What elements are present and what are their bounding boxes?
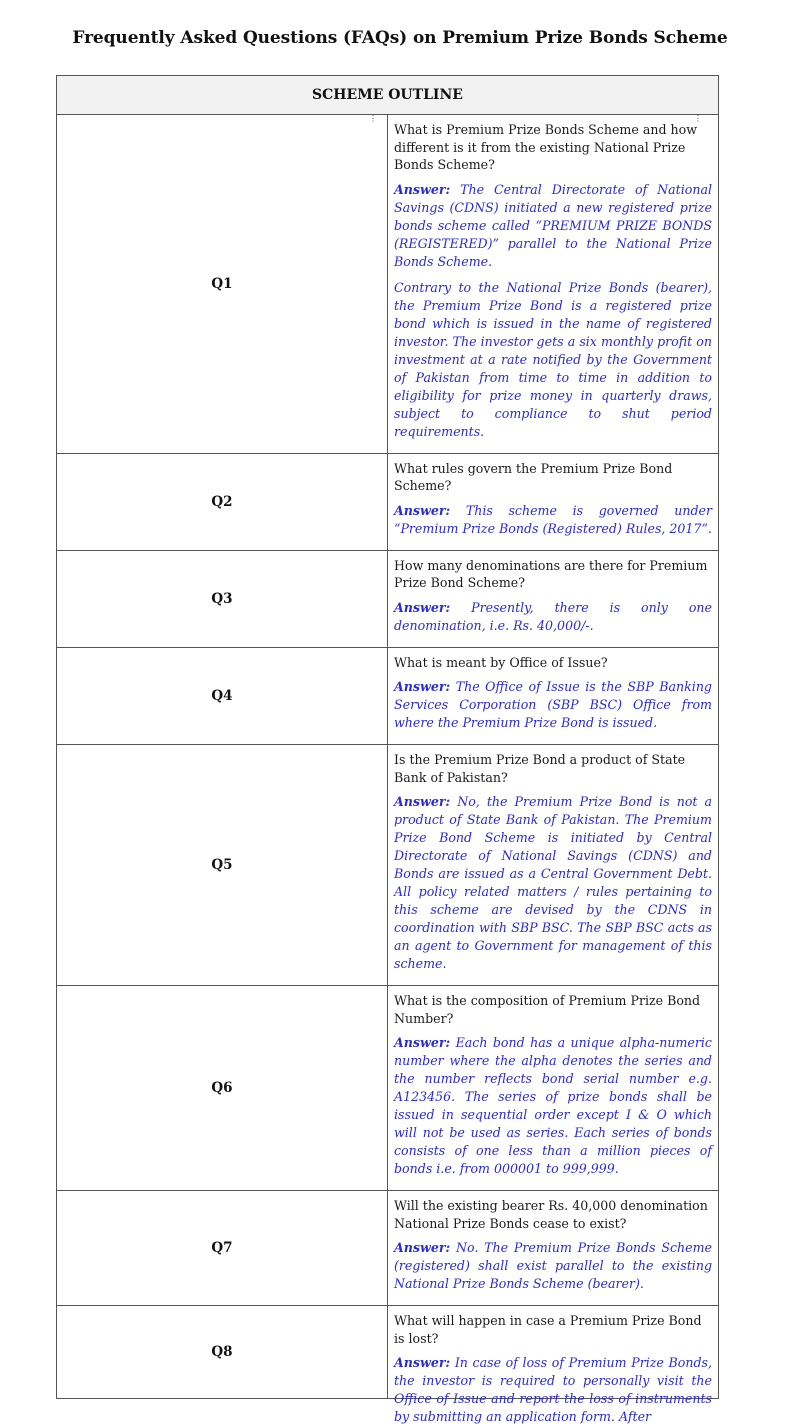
question-number: Q1 [57,115,388,454]
answer-body: Presently, there is only one denomination, i.e. Rs. 40,000/-. [394,599,712,633]
question-text: What is meant by Office of Issue? [394,654,608,670]
faq-row-q8 [57,1306,719,1399]
answer-label: Answer: [394,1355,451,1370]
answer-body: In case of loss of Premium Prize Bonds, the investor is required to personally visit the Office of Issue and report the loss of instruments by submitting an application form. After [394,1355,712,1424]
answer-label: Answer: [394,1240,451,1255]
answer-text [394,1239,712,1293]
faq-row-q2 [57,453,719,550]
answer-text [394,599,712,635]
faq-row-q1 [57,115,719,454]
section-header-row [57,76,719,115]
question-number: Q2 [57,453,388,550]
column-resize-handle: ⋮ [694,114,702,123]
column-resize-handle: ⋮ [369,114,377,123]
faq-row-q4 [57,647,719,745]
question-text: What will happen in case a Premium Prize Bond is lost? [394,1313,702,1346]
question-text: How many denominations are there for Premium Prize Bond Scheme? [394,557,708,590]
answer-text [394,793,712,973]
answer-label: Answer: [394,1035,451,1050]
answer-label: Answer: [394,599,451,615]
faq-cell [388,745,719,986]
answer-body: No. The Premium Prize Bonds Scheme (registered) shall exist parallel to the existing National Prize Bonds Scheme (bearer). [394,1240,712,1291]
answer-text [394,181,712,271]
question-number: Q7 [57,1191,388,1306]
answer-body: The Central Directorate of National Savings (CDNS) initiated a new registered prize bonds scheme called “PREMIUM PRIZE BONDS (REGISTERED)” parallel to the National Prize Bonds Scheme. [394,181,712,269]
answer-label: Answer: [394,679,451,694]
faq-cell [388,986,719,1191]
answer-body: The Office of Issue is the SBP Banking Services Corporation (SBP BSC) Office from where the Premium Prize Bond is issued. [394,679,712,730]
page-title: Frequently Asked Questions (FAQs) on Premium Prize Bonds Scheme [72,28,728,48]
question-text: Will the existing bearer Rs. 40,000 denomination National Prize Bonds cease to exist? [394,1198,708,1231]
question-text: What is Premium Prize Bonds Scheme and how different is it from the existing National Prize Bonds Scheme? [394,122,697,172]
answer-body: Each bond has a unique alpha-numeric number where the alpha denotes the series and the number reflects bond serial number e.g. A123456. The series of prize bonds shall be issued in sequential order except I & O which will not be used as series. Each series of bonds consists of one less than a million pieces of bonds i.e. from 000001 to 999,999. [394,1035,712,1176]
faq-table [56,75,719,1424]
answer-clip [394,1354,712,1424]
question-text: What rules govern the Premium Prize Bond Scheme? [394,460,673,493]
answer-label: Answer: [394,181,451,197]
faq-cell [388,550,719,647]
question-text: Is the Premium Prize Bond a product of State Bank of Pakistan? [394,752,686,785]
answer-body: This scheme is governed under “Premium Prize Bonds (Registered) Rules, 2017”. [394,502,712,536]
answer-text [394,502,712,538]
faq-row-q5 [57,745,719,986]
question-number: Q3 [57,550,388,647]
answer-text [394,1354,712,1426]
faq-cell [388,1306,719,1424]
answer-text [394,1034,712,1178]
faq-cell [388,647,719,745]
section-header: SCHEME OUTLINE [57,76,719,115]
answer-label: Answer: [394,502,451,518]
faq-cell [369,114,719,454]
question-number: Q5 [57,745,388,986]
question-number: Q8 [57,1306,388,1399]
answer-body: No, the Premium Prize Bond is not a product of State Bank of Pakistan. The Premium Prize Bond Scheme is initiated by Central Directorate of National Savings (CDNS) and Bonds are issued as a Central Government Debt. All policy related matters / rules pertaining to this scheme are devised by the CDNS in coordination with SBP BSC. The SBP BSC acts as an agent to Government for management of this scheme. [394,794,713,971]
question-text: What is the composition of Premium Prize Bond Number? [394,993,701,1026]
answer-extra: Contrary to the National Prize Bonds (bearer), the Premium Prize Bond is a registered prize bond which is issued in the name of registered investor. The investor gets a six monthly profit on investment at a rate notified by the Government of Pakistan from time to time in addition to eligibility for prize money in quarterly draws, subject to compliance to shut period requirements. [394,279,712,439]
faq-row-q7 [57,1191,719,1306]
faq-row-q6 [57,986,719,1191]
answer-text [394,678,712,732]
faq-cell [388,453,719,550]
answer-label: Answer: [394,794,451,809]
faq-row-q3 [57,550,719,647]
faq-cell [388,1191,719,1306]
question-number: Q6 [57,986,388,1191]
question-number: Q4 [57,647,388,745]
